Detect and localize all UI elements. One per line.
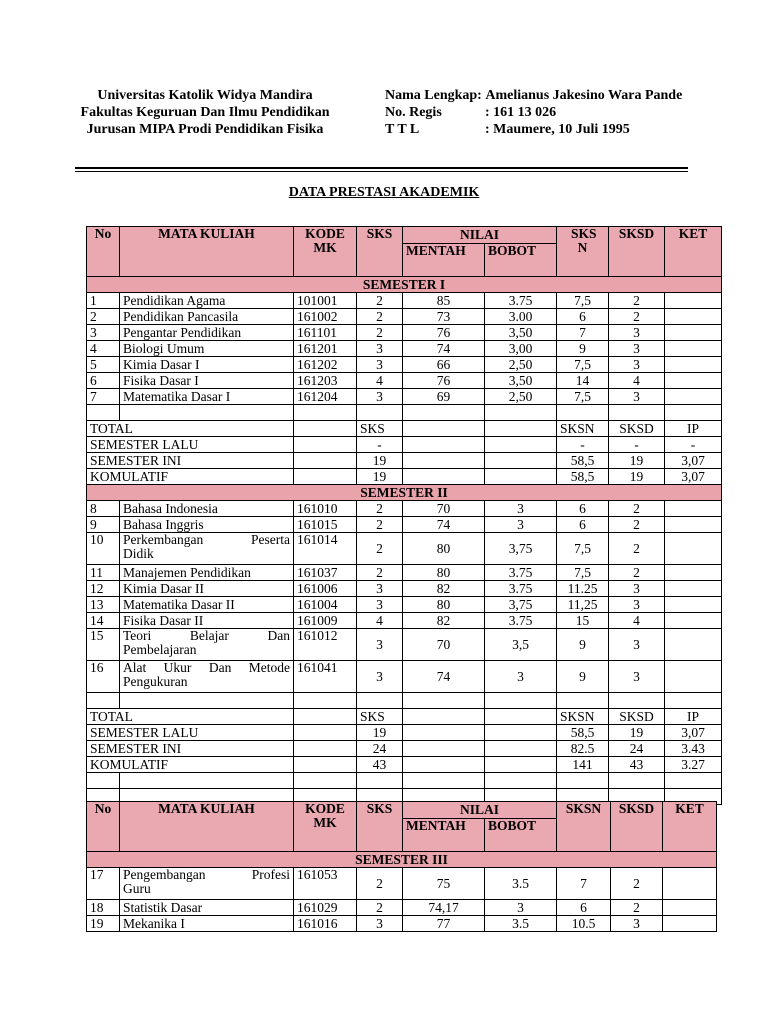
table-row bbox=[87, 613, 722, 629]
row-mata-kuliah-line2: Didik bbox=[123, 546, 154, 561]
lalu-label: SEMESTER LALU bbox=[87, 725, 294, 741]
row-mata-kuliah-line2: Pembelajaran bbox=[123, 642, 197, 657]
regis-value: : 161 13 026 bbox=[485, 105, 557, 120]
header-bobot: BOBOT bbox=[485, 819, 557, 852]
table-row bbox=[87, 533, 722, 565]
row-sksn: 9 bbox=[557, 661, 609, 693]
table-row bbox=[87, 517, 722, 533]
row-no: 4 bbox=[87, 341, 120, 357]
row-sks: 3 bbox=[357, 389, 403, 405]
row-mentah: 73 bbox=[403, 309, 485, 325]
total-sksn: SKSN bbox=[557, 421, 609, 437]
row-no: 6 bbox=[87, 373, 120, 389]
kom-ip: 3,07 bbox=[665, 469, 722, 485]
total-ip: IP bbox=[665, 421, 722, 437]
summary-row-lalu bbox=[87, 437, 722, 453]
header-kode-mk: KODE MK bbox=[294, 802, 357, 852]
row-mentah: 76 bbox=[403, 373, 485, 389]
row-mata-kuliah: Statistik Dasar bbox=[120, 900, 294, 916]
row-kode-mk: 161202 bbox=[294, 357, 357, 373]
summary-row-lalu bbox=[87, 725, 722, 741]
row-mata-kuliah: Matematika Dasar II bbox=[120, 597, 294, 613]
row-sksd: 2 bbox=[609, 533, 665, 565]
lalu-sks: 19 bbox=[357, 725, 403, 741]
table-row bbox=[87, 389, 722, 405]
row-sksd: 2 bbox=[609, 517, 665, 533]
row-sks: 2 bbox=[357, 900, 403, 916]
row-no: 15 bbox=[87, 629, 120, 661]
row-kode-mk: 161041 bbox=[294, 661, 357, 693]
row-mata-kuliah bbox=[120, 868, 294, 900]
row-mata-kuliah: Bahasa Indonesia bbox=[120, 501, 294, 517]
row-ket bbox=[665, 629, 722, 661]
table-row bbox=[87, 629, 722, 661]
row-ket bbox=[665, 565, 722, 581]
row-no: 13 bbox=[87, 597, 120, 613]
kom-sksn: 58,5 bbox=[557, 469, 609, 485]
row-mentah: 70 bbox=[403, 629, 485, 661]
student-name-row bbox=[385, 87, 745, 104]
faculty-name: Fakultas Keguruan Dan Ilmu Pendidikan bbox=[80, 105, 330, 120]
row-mentah: 74,17 bbox=[403, 900, 485, 916]
row-sks: 3 bbox=[357, 357, 403, 373]
row-sks: 2 bbox=[357, 309, 403, 325]
grades-table-1 bbox=[86, 226, 722, 805]
row-bobot: 2,50 bbox=[485, 389, 557, 405]
semester-row bbox=[87, 852, 717, 868]
row-sks: 2 bbox=[357, 501, 403, 517]
row-ket bbox=[665, 581, 722, 597]
row-kode-mk: 161004 bbox=[294, 597, 357, 613]
row-mentah: 70 bbox=[403, 501, 485, 517]
name-value: Amelianus Jakesino Wara Pande bbox=[485, 88, 683, 103]
institution-block bbox=[60, 87, 350, 138]
total-sksd: SKSD bbox=[609, 421, 665, 437]
header-mentah: MENTAH bbox=[403, 244, 485, 277]
lalu-sks: - bbox=[357, 437, 403, 453]
table-row bbox=[87, 373, 722, 389]
row-ket bbox=[665, 373, 722, 389]
table-row bbox=[87, 661, 722, 693]
row-ket bbox=[665, 501, 722, 517]
header-no: No bbox=[87, 227, 120, 277]
row-sksn: 15 bbox=[557, 613, 609, 629]
row-no: 9 bbox=[87, 517, 120, 533]
row-no: 5 bbox=[87, 357, 120, 373]
summary-row-total bbox=[87, 709, 722, 725]
row-sks: 2 bbox=[357, 293, 403, 309]
row-no: 12 bbox=[87, 581, 120, 597]
row-bobot: 3 bbox=[485, 900, 557, 916]
row-kode-mk: 161101 bbox=[294, 325, 357, 341]
row-kode-mk: 161012 bbox=[294, 629, 357, 661]
row-sks: 2 bbox=[357, 517, 403, 533]
row-sksn: 9 bbox=[557, 341, 609, 357]
row-no: 16 bbox=[87, 661, 120, 693]
row-ket bbox=[663, 900, 717, 916]
ini-label: SEMESTER INI bbox=[87, 453, 294, 469]
semester-2-label: SEMESTER II bbox=[87, 485, 722, 501]
row-bobot: 3,75 bbox=[485, 597, 557, 613]
row-sksn: 11,25 bbox=[557, 597, 609, 613]
row-ket bbox=[665, 293, 722, 309]
row-sksd: 3 bbox=[609, 629, 665, 661]
student-info-block bbox=[385, 87, 745, 138]
kom-sksd: 43 bbox=[609, 757, 665, 773]
row-sksn: 6 bbox=[557, 900, 611, 916]
header-nilai: NILAI bbox=[403, 227, 557, 244]
row-bobot: 2,50 bbox=[485, 357, 557, 373]
row-mata-kuliah-line1: Alat Ukur Dan Metode bbox=[123, 660, 290, 675]
table-row bbox=[87, 357, 722, 373]
kom-sksd: 19 bbox=[609, 469, 665, 485]
row-mata-kuliah: Fisika Dasar I bbox=[120, 373, 294, 389]
ini-label: SEMESTER INI bbox=[87, 741, 294, 757]
kom-label: KOMULATIF bbox=[87, 757, 294, 773]
row-sksn: 6 bbox=[557, 501, 609, 517]
ini-sksn: 58,5 bbox=[557, 453, 609, 469]
summary-row-total bbox=[87, 421, 722, 437]
row-bobot: 3,5 bbox=[485, 629, 557, 661]
row-kode-mk: 101001 bbox=[294, 293, 357, 309]
row-sksd: 3 bbox=[609, 357, 665, 373]
row-bobot: 3 bbox=[485, 501, 557, 517]
row-mata-kuliah: Fisika Dasar II bbox=[120, 613, 294, 629]
row-kode-mk: 161009 bbox=[294, 613, 357, 629]
row-bobot: 3,50 bbox=[485, 373, 557, 389]
row-sksn: 10.5 bbox=[557, 916, 611, 932]
row-mentah: 76 bbox=[403, 325, 485, 341]
row-sksn: 7,5 bbox=[557, 565, 609, 581]
row-sksd: 2 bbox=[609, 309, 665, 325]
row-ket bbox=[665, 613, 722, 629]
row-sks: 4 bbox=[357, 613, 403, 629]
row-sksn: 6 bbox=[557, 309, 609, 325]
row-no: 10 bbox=[87, 533, 120, 565]
ttl-label: T T L bbox=[385, 122, 420, 137]
row-mata-kuliah: Manajemen Pendidikan bbox=[120, 565, 294, 581]
row-no: 11 bbox=[87, 565, 120, 581]
semester-1-label: SEMESTER I bbox=[87, 277, 722, 293]
row-bobot: 3 bbox=[485, 517, 557, 533]
row-no: 18 bbox=[87, 900, 120, 916]
row-ket bbox=[665, 309, 722, 325]
row-sksn: 11.25 bbox=[557, 581, 609, 597]
row-sks: 3 bbox=[357, 597, 403, 613]
row-bobot: 3,50 bbox=[485, 325, 557, 341]
kom-sks: 43 bbox=[357, 757, 403, 773]
header-sksn: SKSN bbox=[557, 802, 611, 852]
row-sksn: 7 bbox=[557, 868, 611, 900]
ini-sks: 24 bbox=[357, 741, 403, 757]
row-sks: 2 bbox=[357, 565, 403, 581]
row-ket bbox=[665, 533, 722, 565]
row-mata-kuliah-line1: Teori Belajar Dan bbox=[123, 628, 290, 643]
ini-sksn: 82.5 bbox=[557, 741, 609, 757]
row-ket bbox=[665, 357, 722, 373]
header-sksd: SKSD bbox=[611, 802, 663, 852]
row-sks: 3 bbox=[357, 629, 403, 661]
lalu-ip: - bbox=[665, 437, 722, 453]
row-mata-kuliah bbox=[120, 533, 294, 565]
row-sks: 2 bbox=[357, 533, 403, 565]
table-row bbox=[87, 597, 722, 613]
header-mata-kuliah: MATA KULIAH bbox=[120, 227, 294, 277]
blank-row bbox=[87, 405, 722, 421]
document-title: DATA PRESTASI AKADEMIK bbox=[288, 185, 480, 200]
row-bobot: 3.75 bbox=[485, 293, 557, 309]
row-ket bbox=[663, 916, 717, 932]
row-sks: 4 bbox=[357, 373, 403, 389]
table-row bbox=[87, 900, 717, 916]
row-bobot: 3.00 bbox=[485, 309, 557, 325]
row-kode-mk: 161015 bbox=[294, 517, 357, 533]
kom-label: KOMULATIF bbox=[87, 469, 294, 485]
row-sksn: 9 bbox=[557, 629, 609, 661]
row-mata-kuliah: Biologi Umum bbox=[120, 341, 294, 357]
row-kode-mk: 161203 bbox=[294, 373, 357, 389]
row-ket bbox=[665, 517, 722, 533]
row-mata-kuliah: Matematika Dasar I bbox=[120, 389, 294, 405]
row-kode-mk: 161014 bbox=[294, 533, 357, 565]
table-row bbox=[87, 293, 722, 309]
table-row bbox=[87, 868, 717, 900]
header-sks: SKS bbox=[357, 802, 403, 852]
table-header-row bbox=[87, 227, 722, 244]
lalu-ip: 3,07 bbox=[665, 725, 722, 741]
row-sksd: 2 bbox=[611, 868, 663, 900]
row-sksd: 3 bbox=[609, 597, 665, 613]
row-sksd: 4 bbox=[609, 373, 665, 389]
row-bobot: 3.5 bbox=[485, 916, 557, 932]
header-sksd: SKSD bbox=[609, 227, 665, 277]
row-sksd: 2 bbox=[609, 293, 665, 309]
row-kode-mk: 161037 bbox=[294, 565, 357, 581]
row-sksd: 2 bbox=[609, 501, 665, 517]
row-sksn: 7,5 bbox=[557, 533, 609, 565]
row-sksd: 3 bbox=[609, 661, 665, 693]
ini-ip: 3,07 bbox=[665, 453, 722, 469]
row-bobot: 3,00 bbox=[485, 341, 557, 357]
row-mentah: 74 bbox=[403, 517, 485, 533]
row-bobot: 3 bbox=[485, 661, 557, 693]
student-ttl-row bbox=[385, 121, 745, 138]
row-mata-kuliah: Pendidikan Pancasila bbox=[120, 309, 294, 325]
row-ket bbox=[665, 341, 722, 357]
row-mata-kuliah bbox=[120, 661, 294, 693]
row-kode-mk: 161006 bbox=[294, 581, 357, 597]
table-row bbox=[87, 325, 722, 341]
blank-row bbox=[87, 773, 722, 789]
row-mata-kuliah: Kimia Dasar I bbox=[120, 357, 294, 373]
ini-sksd: 24 bbox=[609, 741, 665, 757]
total-sksn: SKSN bbox=[557, 709, 609, 725]
row-no: 3 bbox=[87, 325, 120, 341]
row-bobot: 3.75 bbox=[485, 565, 557, 581]
lalu-sksn: 58,5 bbox=[557, 725, 609, 741]
row-mata-kuliah: Pendidikan Agama bbox=[120, 293, 294, 309]
semester-row bbox=[87, 485, 722, 501]
blank-row bbox=[87, 693, 722, 709]
row-sksd: 3 bbox=[609, 389, 665, 405]
row-sksd: 3 bbox=[609, 581, 665, 597]
row-no: 1 bbox=[87, 293, 120, 309]
header-mata-kuliah: MATA KULIAH bbox=[120, 802, 294, 852]
total-sks: SKS bbox=[357, 709, 403, 725]
row-mata-kuliah: Bahasa Inggris bbox=[120, 517, 294, 533]
row-mentah: 85 bbox=[403, 293, 485, 309]
row-no: 2 bbox=[87, 309, 120, 325]
summary-row-ini bbox=[87, 453, 722, 469]
header-mentah: MENTAH bbox=[403, 819, 485, 852]
row-sksn: 7,5 bbox=[557, 389, 609, 405]
total-sks: SKS bbox=[357, 421, 403, 437]
row-sks: 3 bbox=[357, 916, 403, 932]
row-sksd: 3 bbox=[609, 341, 665, 357]
row-sksd: 3 bbox=[611, 916, 663, 932]
table-row bbox=[87, 341, 722, 357]
row-mata-kuliah-line1: Perkembangan Peserta bbox=[123, 532, 290, 547]
row-mata-kuliah-line2: Guru bbox=[123, 881, 151, 896]
row-sksn: 7 bbox=[557, 325, 609, 341]
row-sks: 2 bbox=[357, 325, 403, 341]
row-sks: 3 bbox=[357, 661, 403, 693]
row-mata-kuliah: Mekanika I bbox=[120, 916, 294, 932]
row-mata-kuliah-line2: Pengukuran bbox=[123, 674, 188, 689]
header-sks: SKS bbox=[357, 227, 403, 277]
row-mentah: 69 bbox=[403, 389, 485, 405]
regis-label: No. Regis bbox=[385, 105, 442, 120]
header-sksn: SKS N bbox=[557, 227, 609, 277]
ttl-value: : Maumere, 10 Juli 1995 bbox=[485, 122, 630, 137]
row-sksd: 3 bbox=[609, 325, 665, 341]
row-mata-kuliah-line1: Pengembangan Profesi bbox=[123, 867, 290, 882]
row-bobot: 3,75 bbox=[485, 533, 557, 565]
row-kode-mk: 161201 bbox=[294, 341, 357, 357]
row-mentah: 80 bbox=[403, 565, 485, 581]
row-sksn: 6 bbox=[557, 517, 609, 533]
row-mentah: 80 bbox=[403, 597, 485, 613]
header-no: No bbox=[87, 802, 120, 852]
semester-row bbox=[87, 277, 722, 293]
table-row bbox=[87, 581, 722, 597]
row-mentah: 82 bbox=[403, 581, 485, 597]
row-mata-kuliah: Kimia Dasar II bbox=[120, 581, 294, 597]
kom-sksn: 141 bbox=[557, 757, 609, 773]
header-ket: KET bbox=[665, 227, 722, 277]
student-regis-row bbox=[385, 104, 745, 121]
row-kode-mk: 161010 bbox=[294, 501, 357, 517]
row-mata-kuliah: Pengantar Pendidikan bbox=[120, 325, 294, 341]
row-sksd: 2 bbox=[611, 900, 663, 916]
lalu-sksd: 19 bbox=[609, 725, 665, 741]
row-sksn: 14 bbox=[557, 373, 609, 389]
row-ket bbox=[665, 661, 722, 693]
ini-ip: 3.43 bbox=[665, 741, 722, 757]
row-kode-mk: 161029 bbox=[294, 900, 357, 916]
lalu-sksd: - bbox=[609, 437, 665, 453]
kom-sks: 19 bbox=[357, 469, 403, 485]
row-mata-kuliah bbox=[120, 629, 294, 661]
row-no: 17 bbox=[87, 868, 120, 900]
row-ket bbox=[665, 597, 722, 613]
header-divider bbox=[75, 167, 688, 169]
row-sksd: 2 bbox=[609, 565, 665, 581]
total-ip: IP bbox=[665, 709, 722, 725]
grades-table-2 bbox=[86, 801, 717, 932]
department-name: Jurusan MIPA Prodi Pendidikan Fisika bbox=[86, 122, 324, 137]
table-row bbox=[87, 309, 722, 325]
row-no: 14 bbox=[87, 613, 120, 629]
row-no: 7 bbox=[87, 389, 120, 405]
row-mentah: 82 bbox=[403, 613, 485, 629]
header-nilai: NILAI bbox=[403, 802, 557, 819]
header-ket: KET bbox=[663, 802, 717, 852]
table-row bbox=[87, 501, 722, 517]
semester-3-label: SEMESTER III bbox=[87, 852, 717, 868]
header-divider-thin bbox=[75, 171, 688, 172]
university-name: Universitas Katolik Widya Mandira bbox=[97, 88, 313, 103]
row-sks: 3 bbox=[357, 341, 403, 357]
row-bobot: 3.5 bbox=[485, 868, 557, 900]
row-sksn: 7,5 bbox=[557, 357, 609, 373]
table-header-row bbox=[87, 802, 717, 819]
row-kode-mk: 161053 bbox=[294, 868, 357, 900]
ini-sks: 19 bbox=[357, 453, 403, 469]
row-kode-mk: 161002 bbox=[294, 309, 357, 325]
row-mentah: 75 bbox=[403, 868, 485, 900]
header-bobot: BOBOT bbox=[485, 244, 557, 277]
row-kode-mk: 161204 bbox=[294, 389, 357, 405]
row-ket bbox=[665, 325, 722, 341]
row-no: 8 bbox=[87, 501, 120, 517]
row-ket bbox=[665, 389, 722, 405]
row-mentah: 74 bbox=[403, 341, 485, 357]
row-sksn: 7,5 bbox=[557, 293, 609, 309]
row-sks: 2 bbox=[357, 868, 403, 900]
lalu-label: SEMESTER LALU bbox=[87, 437, 294, 453]
row-bobot: 3.75 bbox=[485, 581, 557, 597]
total-sksd: SKSD bbox=[609, 709, 665, 725]
summary-row-komulatif bbox=[87, 757, 722, 773]
row-sks: 3 bbox=[357, 581, 403, 597]
row-ket bbox=[663, 868, 717, 900]
name-label: Nama Lengkap: bbox=[385, 88, 482, 103]
row-mentah: 80 bbox=[403, 533, 485, 565]
table-row bbox=[87, 565, 722, 581]
row-bobot: 3.75 bbox=[485, 613, 557, 629]
row-sksd: 4 bbox=[609, 613, 665, 629]
row-mentah: 77 bbox=[403, 916, 485, 932]
lalu-sksn: - bbox=[557, 437, 609, 453]
kom-ip: 3.27 bbox=[665, 757, 722, 773]
row-kode-mk: 161016 bbox=[294, 916, 357, 932]
summary-row-komulatif bbox=[87, 469, 722, 485]
table-row bbox=[87, 916, 717, 932]
ini-sksd: 19 bbox=[609, 453, 665, 469]
header-kode-mk: KODE MK bbox=[294, 227, 357, 277]
row-mentah: 66 bbox=[403, 357, 485, 373]
total-label: TOTAL bbox=[87, 709, 294, 725]
row-no: 19 bbox=[87, 916, 120, 932]
row-mentah: 74 bbox=[403, 661, 485, 693]
summary-row-ini bbox=[87, 741, 722, 757]
total-label: TOTAL bbox=[87, 421, 294, 437]
